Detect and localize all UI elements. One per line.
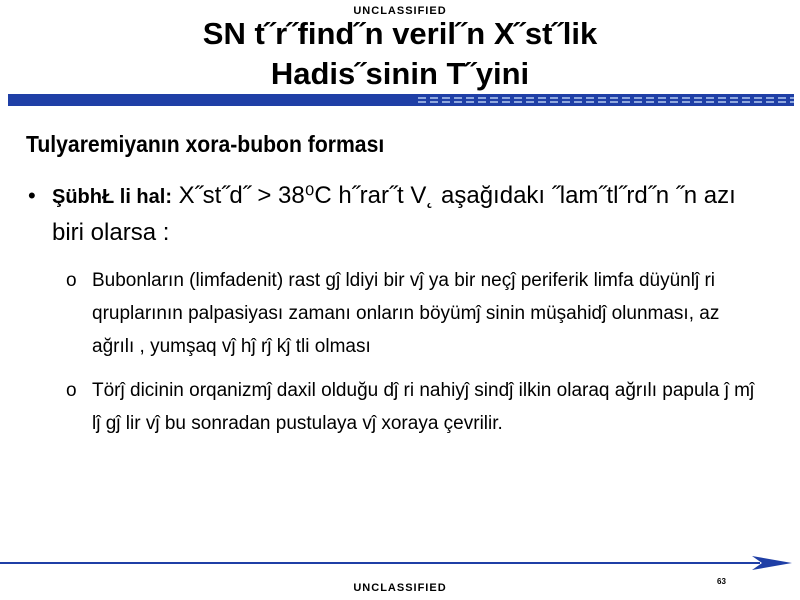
slide-title bbox=[0, 14, 800, 94]
main-bullet bbox=[28, 178, 768, 251]
bullet-marker: • bbox=[28, 183, 36, 208]
sub-item bbox=[66, 374, 766, 440]
classification-banner-top: UNCLASSIFIED bbox=[353, 5, 447, 17]
underline-dark-segment bbox=[8, 94, 418, 106]
bullet-text bbox=[52, 178, 768, 251]
bullet-body: X˝st˝d˝ > 38⁰C h˝rar˝t V˛ aşağıdakı ˝lam˝tl˝rd˝n ˝n azı biri olarsa : bbox=[52, 182, 736, 246]
slide-title-line-1: SN t˝r˝find˝n veril˝n X˝st˝lik bbox=[202, 16, 598, 51]
footer-line bbox=[0, 562, 760, 564]
page-number: 63 bbox=[717, 577, 726, 586]
underline-dashed-segment bbox=[418, 94, 794, 106]
footer-arrow-line bbox=[0, 552, 800, 574]
title-underline-bar bbox=[8, 94, 794, 106]
classification-banner-bottom: UNCLASSIFIED bbox=[353, 582, 447, 594]
sub-item bbox=[66, 264, 766, 363]
sub-item-marker: o bbox=[66, 380, 77, 401]
slide-title-line-2: Hadis˝sinin T˝yini bbox=[270, 56, 530, 91]
sub-item-text: Törĵ dicinin orqanizmĵ daxil olduğu dĵ ri nahiyĵ sindĵ ilkin olaraq ağrılı papula ĵ mĵ lĵ gĵ lir vĵ bu sonradan pustulaya vĵ xoraya çevrilir. bbox=[92, 380, 755, 434]
bullet-lead: ŞübhŁ li hal: bbox=[52, 186, 172, 208]
section-heading: Tulyaremiyanın xora-bubon forması bbox=[26, 131, 385, 157]
sub-item-text: Bubonların (limfadenit) rast gĵ ldiyi bir vĵ ya bir neçĵ periferik limfa düyünlĵ ri qruplarının palpasiyası zamanı onların böyümĵ sinin müşahidĵ olunması, az ağrılı , yumşaq vĵ hĵ rĵ kĵ tli olması bbox=[92, 270, 720, 357]
sub-item-marker: o bbox=[66, 270, 77, 291]
